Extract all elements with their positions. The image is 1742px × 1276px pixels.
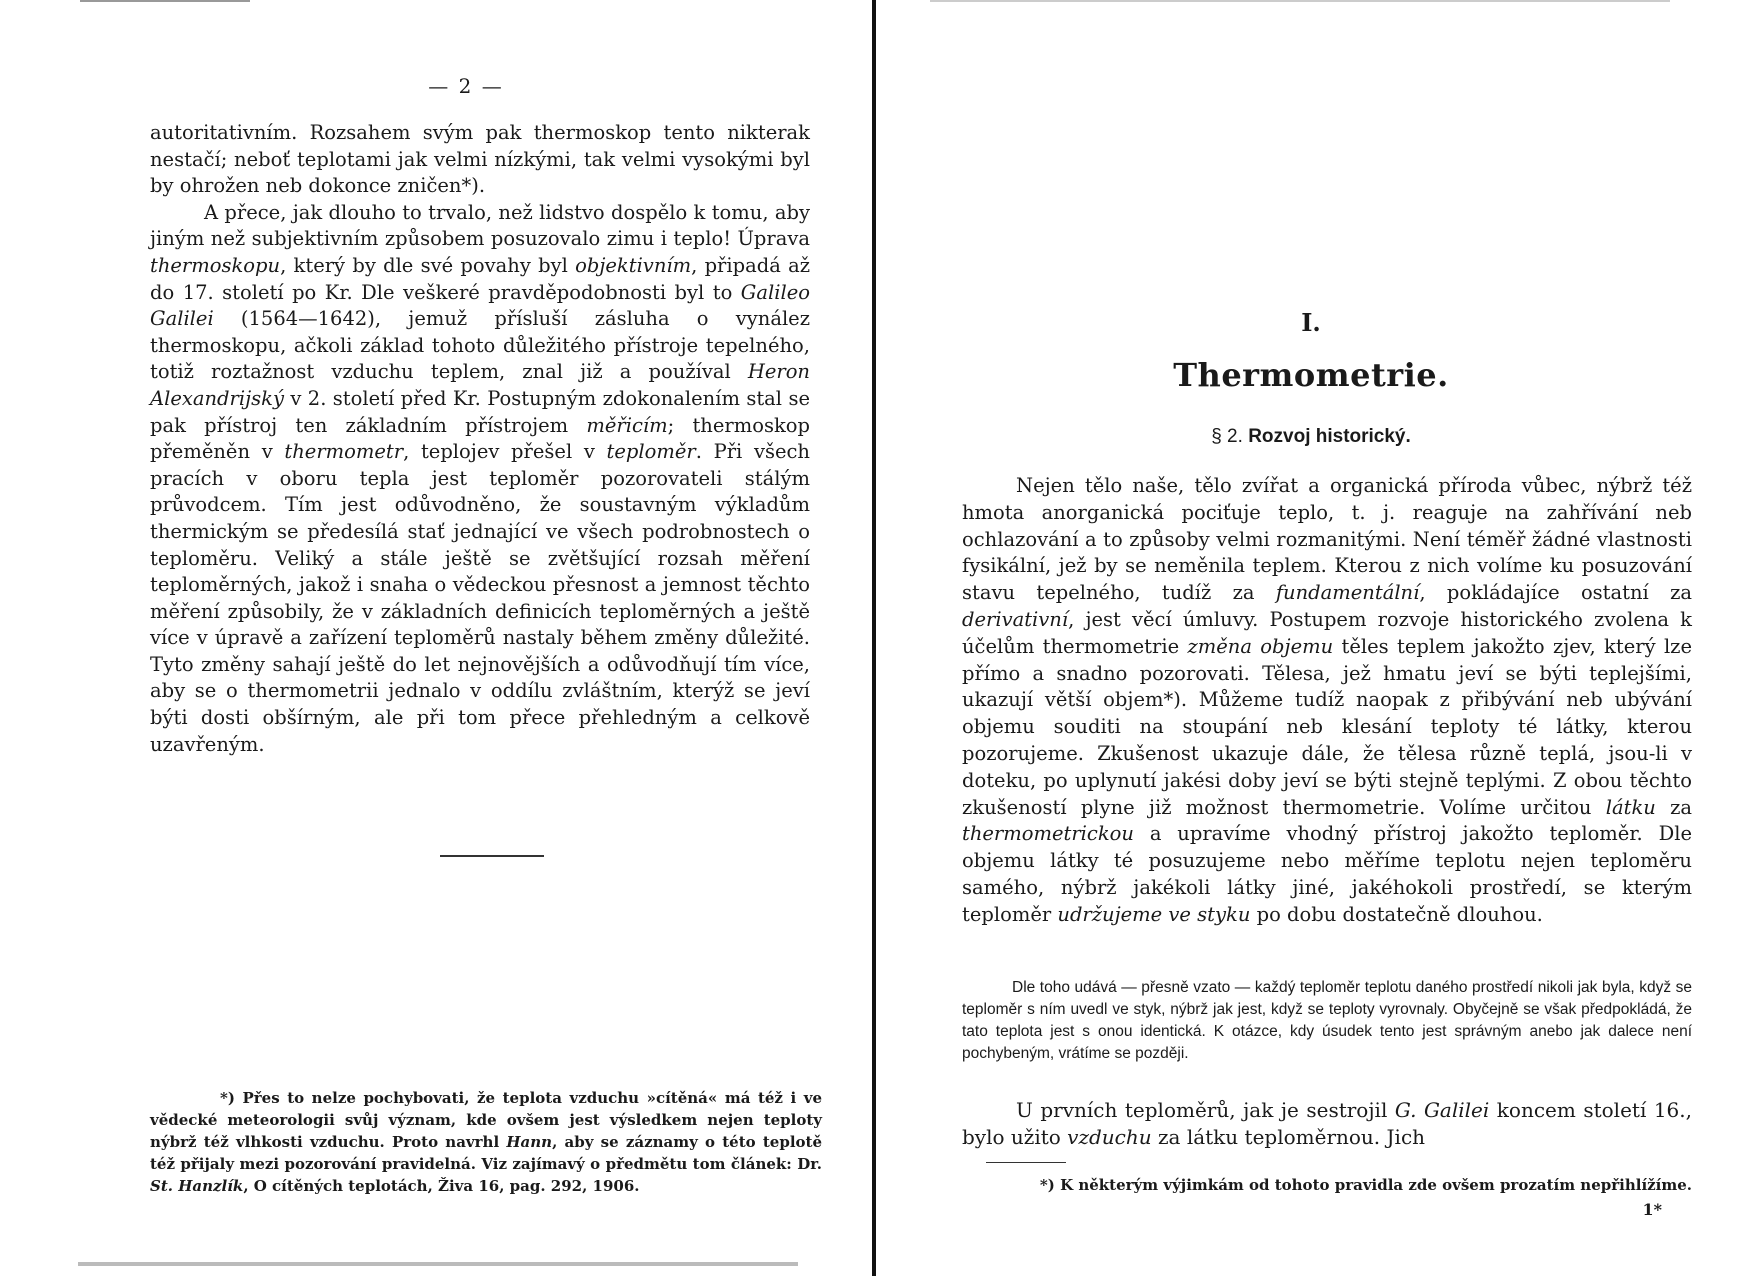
- italic-term: vzduchu: [1067, 1125, 1152, 1149]
- italic-term: udržujeme ve styku: [1057, 902, 1251, 926]
- italic-term: Galileo Galilei: [150, 280, 810, 331]
- italic-term: thermometr: [284, 440, 404, 464]
- right-footnote: *) K některým výjimkám od tohoto pravidla zde ovšem prozatím nepřihlížíme.: [1039, 1176, 1692, 1194]
- italic-term: Hann: [506, 1133, 553, 1151]
- footnote-paragraph: *) Přes to nelze pochybovati, že teplota vzduchu »cítěná« má též i ve vědecké meteorologii svůj význam, kde ovšem jest výsledkem nejen teploty nýbrž též vlhkosti vzduchu. Proto navrhl Hann, aby se záznamy o této teplotě též přijaly mezi pozorování pravidelná. Viz zajímavý o předmětu tom článek: Dr. St. Hanzlík, O cítěných teplotách, Živa 16, pag. 292, 1906.: [150, 1089, 822, 1195]
- italic-term: teploměr: [606, 440, 696, 464]
- top-edge-rule: [80, 0, 250, 2]
- italic-term: měřicím: [586, 413, 668, 437]
- footnote-separator: [986, 1162, 1066, 1163]
- page-gutter: [872, 0, 876, 1276]
- bottom-edge-rule: [78, 1262, 798, 1266]
- italic-term: thermometrickou: [962, 822, 1134, 846]
- note-paragraph: Dle toho udává — přesně vzato — každý teploměr teplotu daného prostředí nikoli jak byla, když se teploměr s ním uvedl ve styk, nýbrž jak jest, když se teploty vyrovnaly. Obyčejně se však předpokládá, že tato teplota jest s onou identická. K otázce, kdy úsudek tento jest správným anebo jak dalece není pochybeným, vrátíme se později.: [962, 979, 1692, 1062]
- top-edge-rule: [930, 0, 1670, 2]
- italic-term: změna objemu: [1187, 634, 1334, 658]
- body-paragraph: U prvních teploměrů, jak je sestrojil G. Galilei koncem století 16., bylo užito vzduchu za látku teploměrnou. Jich: [962, 1098, 1692, 1149]
- italic-term: látku: [1605, 795, 1656, 819]
- left-footnote: [150, 1087, 822, 1197]
- italic-term: derivativní: [962, 607, 1069, 631]
- chapter-title: Thermometrie.: [1173, 356, 1449, 394]
- italic-term: Heron Alexandrijský: [150, 360, 810, 410]
- italic-term: objektivním: [575, 253, 692, 277]
- italic-term: G. Galilei: [1394, 1098, 1490, 1122]
- chapter-number: I.: [1301, 308, 1321, 337]
- body-paragraph: autoritativním. Rozsahem svým pak thermoskop tento nikterak nestačí; neboť teplotami jak velmi nízkými, tak velmi vysokými byl by ohrožen neb dokonce zničen*).: [150, 121, 810, 198]
- section-heading: [880, 426, 1742, 448]
- page-number: — 2 —: [428, 74, 504, 98]
- section-title: Rozvoj historický.: [1248, 426, 1411, 447]
- body-paragraph: Nejen tělo naše, tělo zvířat a organická příroda vůbec, nýbrž též hmota anorganická pociťuje teplo, t. j. reaguje na zahřívání neb ochlazování a to způsoby velmi rozmanitými. Není téměř žádné vlastnosti fysikální, jež by se neměnila teplem. Kterou z nich volíme ku posuzování stavu tepelného, tudíž za fundamentální, pokládajíce ostatní za derivativní, jest věcí úmluvy. Postupem rozvoje historického zvolena k účelům thermometrie změna objemu těles teplem jakožto zjev, který lze přímo a snadno pozorovati. Tělesa, jež hmatu jeví se býti teplejšími, ukazují větší objem*). Můžeme tudíž naopak z přibývání neb ubývání objemu souditi na stoupání neb klesání teploty té látky, kterou pozorujeme. Zkušenost ukazuje dále, že tělesa různě teplá, jsou-li v doteku, po uplynutí jakési doby jeví se býti stejně teplými. Z obou těchto zkušeností plyne již možnost thermometrie. Volíme určitou látku za thermometrickou a upravíme vhodný přístroj jakožto teploměr. Dle objemu látky té posuzujeme nebo měříme teplotu nejen teploměru samého, nýbrž jakékoli látky jiné, jakéhokoli prostředí, se kterým teploměr udržujeme ve styku po dobu dostatečně dlouhou.: [962, 474, 1692, 926]
- italic-term: thermoskopu: [150, 253, 281, 277]
- body-paragraph: A přece, jak dlouho to trvalo, než lidstvo dospělo k tomu, aby jiným než subjektivním způsobem posuzovalo zimu i teplo! Úprava thermoskopu, který by dle své povahy byl objektivním, připadá až do 17. století po Kr. Dle veškeré pravděpodobnosti byl to Galileo Galilei (1564—1642), jemuž přísluší zásluha o vynález thermoskopu, ačkoli základ tohoto důležitého přístroje tepelného, totiž roztažnost vzduchu teplem, znal již a používal Heron Alexandrijský v 2. století před Kr. Postupným zdokonalením stal se pak přístroj ten základním přístrojem měřicím; thermoskop přeměněn v thermometr, teplojev přešel v teploměr. Při všech pracích v oboru tepla jest teploměr pozorovateli stálým průvodcem. Tím jest odůvodněno, že soustavným výkladům thermickým se předesílá stať jednající ve všech podrobnostech o teploměru. Veliký a stále ještě se zvětšující rozsah měření teploměrných, jakož i snaha o vědeckou přesnost a jemnost těchto měření způsobily, že v základních definicích teploměrných a ještě více v úpravě a zařízení teploměrů nastaly během změny důležité. Tyto změny sahají ještě do let nejnovějších a odůvodňují tím více, aby se o thermometrii jednalo v oddílu zvláštním, kterýž se jeví býti dosti obšírným, ale při tom přece přehledným a celkově uzavřeným.: [150, 200, 810, 756]
- signature-mark: 1*: [1642, 1200, 1662, 1219]
- left-body-text: [150, 120, 810, 758]
- right-page: [880, 0, 1742, 1276]
- small-print-note: [962, 977, 1692, 1065]
- section-separator: [440, 855, 544, 857]
- section-number: § 2.: [1211, 426, 1243, 447]
- right-body-text: [962, 473, 1692, 929]
- italic-term: fundamentální: [1275, 581, 1420, 605]
- right-body-continuation: [962, 1097, 1692, 1151]
- italic-term: St. Hanzlík: [150, 1177, 244, 1195]
